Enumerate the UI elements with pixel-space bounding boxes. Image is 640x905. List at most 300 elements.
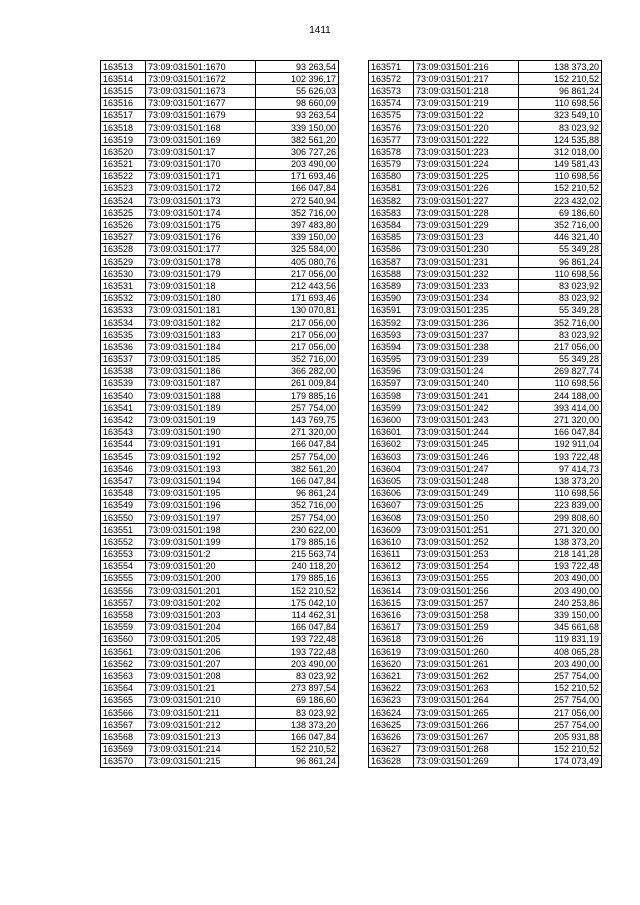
table-row xyxy=(101,365,339,377)
row-number-cell: 163527 xyxy=(101,231,146,243)
table-row xyxy=(101,487,339,499)
cadastral-number-cell: 73:09:031501:173 xyxy=(146,195,256,207)
table-row xyxy=(369,73,602,85)
table-row xyxy=(101,268,339,280)
table-row xyxy=(101,85,339,97)
row-number-cell: 163533 xyxy=(101,304,146,316)
table-row xyxy=(101,451,339,463)
row-number-cell: 163541 xyxy=(101,402,146,414)
value-cell: 244 188,00 xyxy=(519,390,602,402)
row-number-cell: 163593 xyxy=(369,329,414,341)
row-number-cell: 163610 xyxy=(369,536,414,548)
value-cell: 83 023,92 xyxy=(519,329,602,341)
cadastral-number-cell: 73:09:031501:251 xyxy=(414,524,519,536)
cadastral-number-cell: 73:09:031501:234 xyxy=(414,292,519,304)
cadastral-number-cell: 73:09:031501:176 xyxy=(146,231,256,243)
value-cell: 230 622,00 xyxy=(256,524,339,536)
cadastral-number-cell: 73:09:031501:263 xyxy=(414,682,519,694)
table-row xyxy=(101,511,339,523)
table-row xyxy=(101,597,339,609)
table-row xyxy=(101,548,339,560)
value-cell: 83 023,92 xyxy=(519,121,602,133)
cadastral-number-cell: 73:09:031501:262 xyxy=(414,670,519,682)
cadastral-number-cell: 73:09:031501:179 xyxy=(146,268,256,280)
table-row xyxy=(369,646,602,658)
cadastral-number-cell: 73:09:031501:24 xyxy=(414,365,519,377)
table-row xyxy=(101,377,339,389)
row-number-cell: 163621 xyxy=(369,670,414,682)
value-cell: 96 861,24 xyxy=(519,256,602,268)
cadastral-number-cell: 73:09:031501:198 xyxy=(146,524,256,536)
table-row xyxy=(369,85,602,97)
value-cell: 124 535,88 xyxy=(519,134,602,146)
table-row xyxy=(101,134,339,146)
row-number-cell: 163563 xyxy=(101,670,146,682)
row-number-cell: 163521 xyxy=(101,158,146,170)
row-number-cell: 163592 xyxy=(369,316,414,328)
cadastral-number-cell: 73:09:031501:216 xyxy=(414,61,519,73)
value-cell: 166 047,84 xyxy=(256,475,339,487)
value-cell: 193 722,48 xyxy=(256,633,339,645)
table-row xyxy=(101,243,339,255)
table-row xyxy=(369,292,602,304)
value-cell: 174 073,49 xyxy=(519,755,602,767)
cadastral-number-cell: 73:09:031501:189 xyxy=(146,402,256,414)
value-cell: 55 349,28 xyxy=(519,304,602,316)
row-number-cell: 163567 xyxy=(101,719,146,731)
table-row xyxy=(101,316,339,328)
cadastral-number-cell: 73:09:031501:238 xyxy=(414,341,519,353)
value-cell: 257 754,00 xyxy=(256,511,339,523)
value-cell: 83 023,92 xyxy=(519,280,602,292)
table-row xyxy=(101,280,339,292)
value-cell: 203 490,00 xyxy=(256,158,339,170)
row-number-cell: 163604 xyxy=(369,463,414,475)
value-cell: 382 561,20 xyxy=(256,134,339,146)
cadastral-number-cell: 73:09:031501:187 xyxy=(146,377,256,389)
value-cell: 175 042,10 xyxy=(256,597,339,609)
table-row xyxy=(369,451,602,463)
table-row xyxy=(101,463,339,475)
row-number-cell: 163546 xyxy=(101,463,146,475)
row-number-cell: 163558 xyxy=(101,609,146,621)
row-number-cell: 163517 xyxy=(101,109,146,121)
cadastral-number-cell: 73:09:031501:261 xyxy=(414,658,519,670)
table-row xyxy=(101,646,339,658)
row-number-cell: 163556 xyxy=(101,585,146,597)
table-row xyxy=(369,256,602,268)
row-number-cell: 163538 xyxy=(101,365,146,377)
table-row xyxy=(101,585,339,597)
table-row xyxy=(101,560,339,572)
table-row xyxy=(369,548,602,560)
row-number-cell: 163528 xyxy=(101,243,146,255)
value-cell: 152 210,52 xyxy=(256,585,339,597)
row-number-cell: 163616 xyxy=(369,609,414,621)
table-row xyxy=(101,633,339,645)
value-cell: 271 320,00 xyxy=(519,524,602,536)
cadastral-number-cell: 73:09:031501:236 xyxy=(414,316,519,328)
value-cell: 261 009,84 xyxy=(256,377,339,389)
row-number-cell: 163539 xyxy=(101,377,146,389)
value-cell: 203 490,00 xyxy=(519,572,602,584)
value-cell: 393 414,00 xyxy=(519,402,602,414)
value-cell: 179 885,16 xyxy=(256,572,339,584)
cadastral-number-cell: 73:09:031501:190 xyxy=(146,426,256,438)
value-cell: 382 561,20 xyxy=(256,463,339,475)
row-number-cell: 163518 xyxy=(101,121,146,133)
table-row xyxy=(369,743,602,755)
row-number-cell: 163552 xyxy=(101,536,146,548)
row-number-cell: 163581 xyxy=(369,182,414,194)
value-cell: 110 698,56 xyxy=(519,268,602,280)
cadastral-number-cell: 73:09:031501:201 xyxy=(146,585,256,597)
row-number-cell: 163626 xyxy=(369,731,414,743)
row-number-cell: 163623 xyxy=(369,694,414,706)
table-row xyxy=(101,170,339,182)
row-number-cell: 163555 xyxy=(101,572,146,584)
value-cell: 98 660,09 xyxy=(256,97,339,109)
table-row xyxy=(101,195,339,207)
table-row xyxy=(369,658,602,670)
cadastral-number-cell: 73:09:031501:224 xyxy=(414,158,519,170)
cadastral-number-cell: 73:09:031501:243 xyxy=(414,414,519,426)
value-cell: 217 056,00 xyxy=(256,329,339,341)
table-row xyxy=(101,109,339,121)
cadastral-number-cell: 73:09:031501:210 xyxy=(146,694,256,706)
cadastral-number-cell: 73:09:031501:267 xyxy=(414,731,519,743)
cadastral-number-cell: 73:09:031501:222 xyxy=(414,134,519,146)
row-number-cell: 163589 xyxy=(369,280,414,292)
table-row xyxy=(369,755,602,767)
table-row xyxy=(101,536,339,548)
row-number-cell: 163562 xyxy=(101,658,146,670)
value-cell: 223 839,00 xyxy=(519,499,602,511)
value-cell: 119 831,19 xyxy=(519,633,602,645)
row-number-cell: 163602 xyxy=(369,438,414,450)
row-number-cell: 163554 xyxy=(101,560,146,572)
cadastral-number-cell: 73:09:031501:18 xyxy=(146,280,256,292)
row-number-cell: 163532 xyxy=(101,292,146,304)
table-row xyxy=(369,377,602,389)
row-number-cell: 163544 xyxy=(101,438,146,450)
row-number-cell: 163617 xyxy=(369,621,414,633)
value-cell: 339 150,00 xyxy=(519,609,602,621)
cadastral-number-cell: 73:09:031501:223 xyxy=(414,146,519,158)
table-row xyxy=(369,121,602,133)
cadastral-number-cell: 73:09:031501:242 xyxy=(414,402,519,414)
value-cell: 152 210,52 xyxy=(256,743,339,755)
row-number-cell: 163625 xyxy=(369,719,414,731)
value-cell: 408 065,28 xyxy=(519,646,602,658)
row-number-cell: 163574 xyxy=(369,97,414,109)
cadastral-number-cell: 73:09:031501:214 xyxy=(146,743,256,755)
value-cell: 96 861,24 xyxy=(256,755,339,767)
cadastral-number-cell: 73:09:031501:248 xyxy=(414,475,519,487)
table-row xyxy=(369,682,602,694)
row-number-cell: 163600 xyxy=(369,414,414,426)
row-number-cell: 163513 xyxy=(101,61,146,73)
table-row xyxy=(101,329,339,341)
table-row xyxy=(369,524,602,536)
cadastral-number-cell: 73:09:031501:228 xyxy=(414,207,519,219)
row-number-cell: 163611 xyxy=(369,548,414,560)
row-number-cell: 163585 xyxy=(369,231,414,243)
row-number-cell: 163619 xyxy=(369,646,414,658)
table-row xyxy=(101,97,339,109)
cadastral-number-cell: 73:09:031501:231 xyxy=(414,256,519,268)
cadastral-number-cell: 73:09:031501:252 xyxy=(414,536,519,548)
cadastral-number-cell: 73:09:031501:266 xyxy=(414,719,519,731)
cadastral-number-cell: 73:09:031501:169 xyxy=(146,134,256,146)
cadastral-number-cell: 73:09:031501:177 xyxy=(146,243,256,255)
row-number-cell: 163608 xyxy=(369,511,414,523)
row-number-cell: 163594 xyxy=(369,341,414,353)
value-cell: 130 070,81 xyxy=(256,304,339,316)
table-row xyxy=(101,719,339,731)
row-number-cell: 163537 xyxy=(101,353,146,365)
table-row xyxy=(369,438,602,450)
value-cell: 339 150,00 xyxy=(256,121,339,133)
cadastral-number-cell: 73:09:031501:257 xyxy=(414,597,519,609)
table-row xyxy=(101,694,339,706)
cadastral-number-cell: 73:09:031501:1672 xyxy=(146,73,256,85)
cadastral-number-cell: 73:09:031501:205 xyxy=(146,633,256,645)
cadastral-number-cell: 73:09:031501:258 xyxy=(414,609,519,621)
cadastral-number-cell: 73:09:031501:232 xyxy=(414,268,519,280)
value-cell: 69 186,60 xyxy=(519,207,602,219)
table-row xyxy=(101,731,339,743)
value-cell: 193 722,48 xyxy=(519,451,602,463)
table-row xyxy=(369,560,602,572)
cadastral-number-cell: 73:09:031501:204 xyxy=(146,621,256,633)
row-number-cell: 163603 xyxy=(369,451,414,463)
table-row xyxy=(369,536,602,548)
cadastral-number-cell: 73:09:031501:199 xyxy=(146,536,256,548)
value-cell: 273 897,54 xyxy=(256,682,339,694)
value-cell: 149 581,43 xyxy=(519,158,602,170)
value-cell: 110 698,56 xyxy=(519,377,602,389)
value-cell: 166 047,84 xyxy=(256,621,339,633)
row-number-cell: 163584 xyxy=(369,219,414,231)
value-cell: 269 827,74 xyxy=(519,365,602,377)
value-cell: 96 861,24 xyxy=(256,487,339,499)
value-cell: 143 769,75 xyxy=(256,414,339,426)
row-number-cell: 163535 xyxy=(101,329,146,341)
cadastral-number-cell: 73:09:031501:244 xyxy=(414,426,519,438)
cadastral-number-cell: 73:09:031501:229 xyxy=(414,219,519,231)
table-row xyxy=(101,658,339,670)
value-cell: 240 253,86 xyxy=(519,597,602,609)
value-cell: 257 754,00 xyxy=(519,670,602,682)
table-body-right xyxy=(369,61,602,768)
table-row xyxy=(369,633,602,645)
cadastral-number-cell: 73:09:031501:241 xyxy=(414,390,519,402)
table-row xyxy=(369,61,602,73)
value-cell: 192 911,04 xyxy=(519,438,602,450)
row-number-cell: 163577 xyxy=(369,134,414,146)
value-cell: 114 462,31 xyxy=(256,609,339,621)
table-row xyxy=(101,609,339,621)
cadastral-number-cell: 73:09:031501:225 xyxy=(414,170,519,182)
table-row xyxy=(101,341,339,353)
table-row xyxy=(101,572,339,584)
page-number: 1411 xyxy=(309,25,331,36)
table-row xyxy=(369,231,602,243)
cadastral-number-cell: 73:09:031501:186 xyxy=(146,365,256,377)
cadastral-number-cell: 73:09:031501:23 xyxy=(414,231,519,243)
cadastral-number-cell: 73:09:031501:208 xyxy=(146,670,256,682)
row-number-cell: 163542 xyxy=(101,414,146,426)
register-table-left xyxy=(100,60,339,768)
cadastral-number-cell: 73:09:031501:213 xyxy=(146,731,256,743)
value-cell: 152 210,52 xyxy=(519,743,602,755)
value-cell: 166 047,84 xyxy=(256,438,339,450)
cadastral-number-cell: 73:09:031501:17 xyxy=(146,146,256,158)
row-number-cell: 163578 xyxy=(369,146,414,158)
cadastral-number-cell: 73:09:031501:1673 xyxy=(146,85,256,97)
table-row xyxy=(369,487,602,499)
row-number-cell: 163559 xyxy=(101,621,146,633)
value-cell: 110 698,56 xyxy=(519,170,602,182)
value-cell: 306 727,26 xyxy=(256,146,339,158)
table-row xyxy=(101,426,339,438)
row-number-cell: 163580 xyxy=(369,170,414,182)
cadastral-number-cell: 73:09:031501:1677 xyxy=(146,97,256,109)
value-cell: 271 320,00 xyxy=(519,414,602,426)
table-row xyxy=(369,304,602,316)
cadastral-number-cell: 73:09:031501:185 xyxy=(146,353,256,365)
cadastral-number-cell: 73:09:031501:237 xyxy=(414,329,519,341)
cadastral-number-cell: 73:09:031501:218 xyxy=(414,85,519,97)
cadastral-number-cell: 73:09:031501:175 xyxy=(146,219,256,231)
cadastral-number-cell: 73:09:031501:245 xyxy=(414,438,519,450)
value-cell: 152 210,52 xyxy=(519,182,602,194)
table-row xyxy=(369,207,602,219)
cadastral-number-cell: 73:09:031501:269 xyxy=(414,755,519,767)
table-row xyxy=(101,402,339,414)
table-row xyxy=(101,231,339,243)
row-number-cell: 163628 xyxy=(369,755,414,767)
cadastral-number-cell: 73:09:031501:21 xyxy=(146,682,256,694)
table-row xyxy=(369,134,602,146)
value-cell: 179 885,16 xyxy=(256,390,339,402)
table-row xyxy=(369,243,602,255)
row-number-cell: 163579 xyxy=(369,158,414,170)
value-cell: 352 716,00 xyxy=(256,353,339,365)
cadastral-number-cell: 73:09:031501:240 xyxy=(414,377,519,389)
value-cell: 96 861,24 xyxy=(519,85,602,97)
row-number-cell: 163598 xyxy=(369,390,414,402)
table-row xyxy=(101,256,339,268)
row-number-cell: 163615 xyxy=(369,597,414,609)
cadastral-number-cell: 73:09:031501:207 xyxy=(146,658,256,670)
value-cell: 217 056,00 xyxy=(256,341,339,353)
cadastral-number-cell: 73:09:031501:268 xyxy=(414,743,519,755)
table-row xyxy=(369,475,602,487)
value-cell: 179 885,16 xyxy=(256,536,339,548)
value-cell: 325 584,00 xyxy=(256,243,339,255)
value-cell: 171 693,46 xyxy=(256,170,339,182)
row-number-cell: 163570 xyxy=(101,755,146,767)
table-row xyxy=(101,73,339,85)
value-cell: 272 540,94 xyxy=(256,195,339,207)
row-number-cell: 163586 xyxy=(369,243,414,255)
row-number-cell: 163525 xyxy=(101,207,146,219)
row-number-cell: 163529 xyxy=(101,256,146,268)
value-cell: 446 321,40 xyxy=(519,231,602,243)
cadastral-number-cell: 73:09:031501:246 xyxy=(414,451,519,463)
row-number-cell: 163590 xyxy=(369,292,414,304)
table-row xyxy=(369,109,602,121)
row-number-cell: 163599 xyxy=(369,402,414,414)
row-number-cell: 163575 xyxy=(369,109,414,121)
cadastral-number-cell: 73:09:031501:26 xyxy=(414,633,519,645)
table-row xyxy=(369,97,602,109)
table-row xyxy=(101,743,339,755)
value-cell: 83 023,92 xyxy=(256,670,339,682)
cadastral-number-cell: 73:09:031501:249 xyxy=(414,487,519,499)
row-number-cell: 163627 xyxy=(369,743,414,755)
cadastral-number-cell: 73:09:031501:254 xyxy=(414,560,519,572)
row-number-cell: 163605 xyxy=(369,475,414,487)
row-number-cell: 163596 xyxy=(369,365,414,377)
value-cell: 352 716,00 xyxy=(519,316,602,328)
value-cell: 55 349,28 xyxy=(519,353,602,365)
value-cell: 212 443,56 xyxy=(256,280,339,292)
value-cell: 83 023,92 xyxy=(519,292,602,304)
cadastral-number-cell: 73:09:031501:194 xyxy=(146,475,256,487)
value-cell: 257 754,00 xyxy=(256,402,339,414)
cadastral-number-cell: 73:09:031501:197 xyxy=(146,511,256,523)
table-row xyxy=(369,182,602,194)
value-cell: 152 210,52 xyxy=(519,73,602,85)
cadastral-number-cell: 73:09:031501:203 xyxy=(146,609,256,621)
row-number-cell: 163543 xyxy=(101,426,146,438)
table-row xyxy=(369,329,602,341)
cadastral-number-cell: 73:09:031501:227 xyxy=(414,195,519,207)
value-cell: 299 808,60 xyxy=(519,511,602,523)
row-number-cell: 163569 xyxy=(101,743,146,755)
table-body-left xyxy=(101,61,339,768)
value-cell: 217 056,00 xyxy=(256,316,339,328)
value-cell: 97 414,73 xyxy=(519,463,602,475)
table-row xyxy=(369,597,602,609)
table-row xyxy=(369,365,602,377)
value-cell: 217 056,00 xyxy=(256,268,339,280)
value-cell: 345 661,68 xyxy=(519,621,602,633)
cadastral-number-cell: 73:09:031501:202 xyxy=(146,597,256,609)
table-row xyxy=(101,682,339,694)
value-cell: 366 282,00 xyxy=(256,365,339,377)
row-number-cell: 163591 xyxy=(369,304,414,316)
value-cell: 203 490,00 xyxy=(519,585,602,597)
row-number-cell: 163548 xyxy=(101,487,146,499)
table-row xyxy=(369,463,602,475)
table-row xyxy=(369,146,602,158)
value-cell: 193 722,48 xyxy=(256,646,339,658)
row-number-cell: 163551 xyxy=(101,524,146,536)
value-cell: 69 186,60 xyxy=(256,694,339,706)
cadastral-number-cell: 73:09:031501:215 xyxy=(146,755,256,767)
table-row xyxy=(369,694,602,706)
row-number-cell: 163531 xyxy=(101,280,146,292)
value-cell: 271 320,00 xyxy=(256,426,339,438)
row-number-cell: 163540 xyxy=(101,390,146,402)
table-row xyxy=(101,121,339,133)
value-cell: 138 373,20 xyxy=(519,475,602,487)
table-row xyxy=(369,670,602,682)
